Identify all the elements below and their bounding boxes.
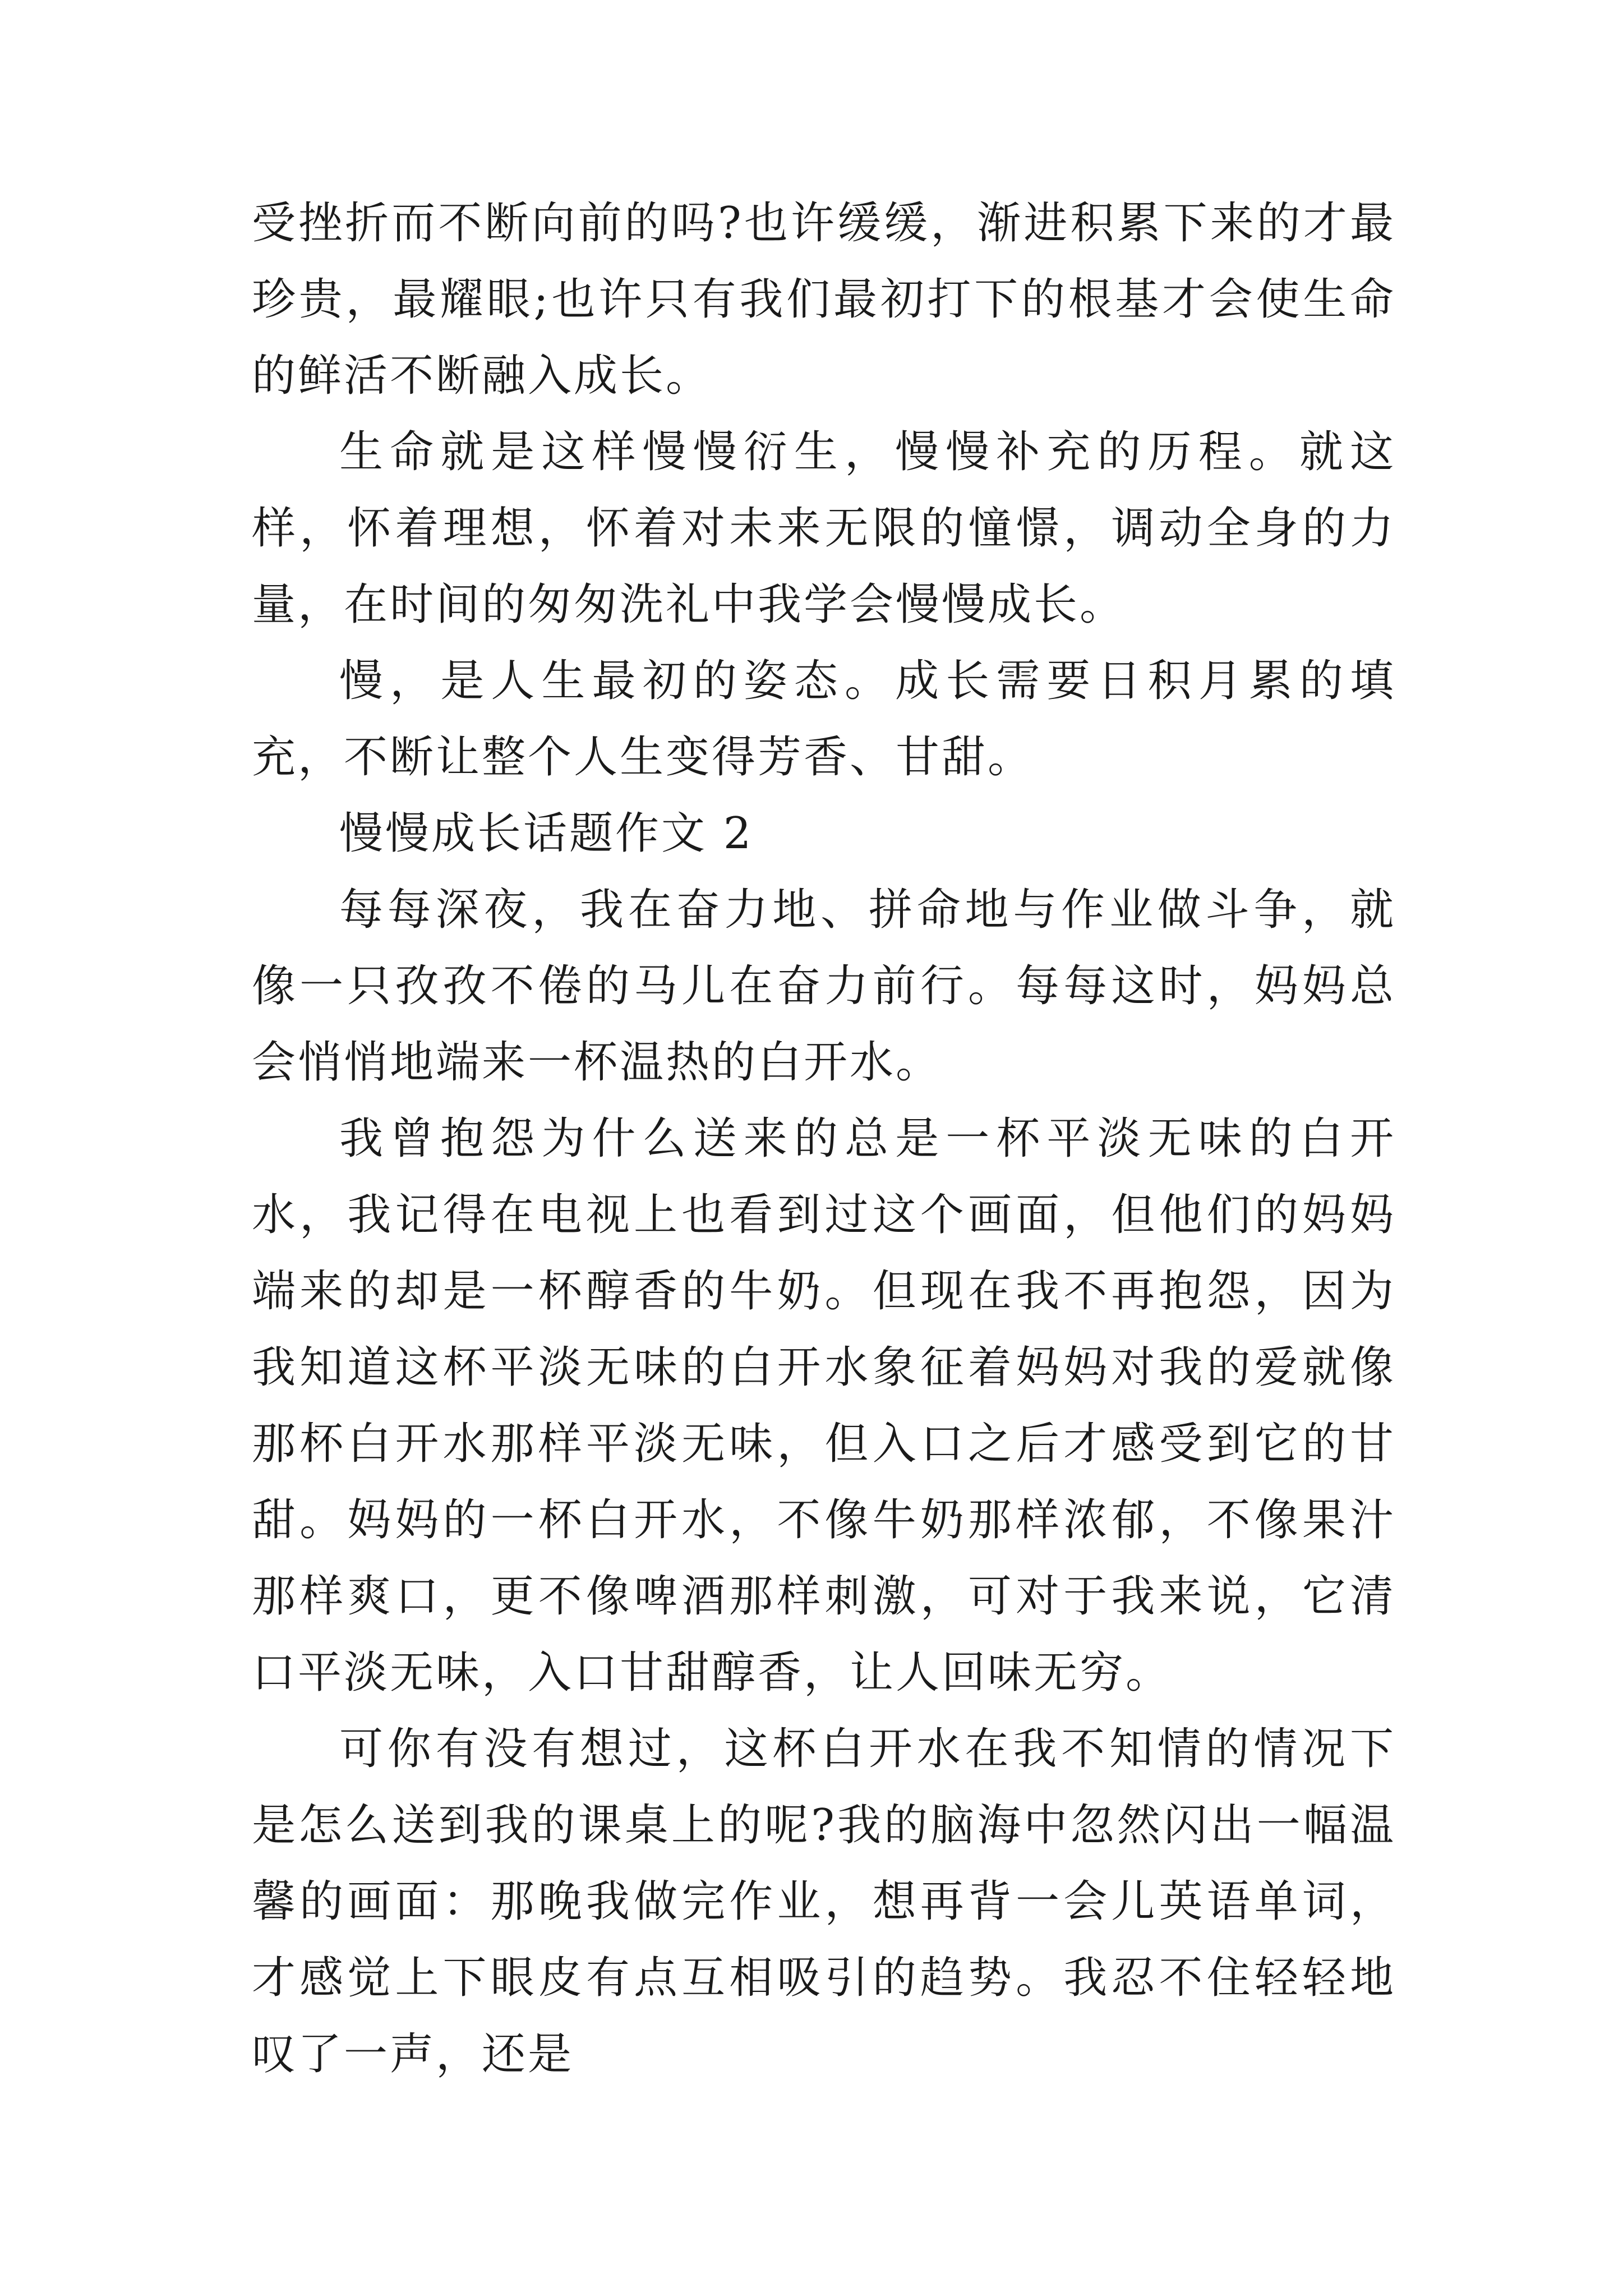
document-body [252,185,1396,2092]
paragraph-memory: 可你有没有想过，这杯白开水在我不知情的情况下是怎么送到我的课桌上的呢?我的脑海中忽然闪出一幅温馨的画面：那晚我做完作业，想再背一会儿英语单词，才感觉上下眼皮有点互相吸引的趋势。我忍不住轻轻地叹了一声，还是 [252,1724,1396,2079]
paragraph-slow-posture: 慢，是人生最初的姿态。成长需要日积月累的填充，不断让整个人生变得芳香、甘甜。 [252,656,1396,783]
paragraph-continuation: 受挫折而不断向前的吗?也许缓缓，渐进积累下来的才最珍贵，最耀眼;也许只有我们最初打下的根基才会使生命的鲜活不断融入成长。 [252,198,1396,401]
paragraph-late-night: 每每深夜，我在奋力地、拼命地与作业做斗争，就像一只孜孜不倦的马儿在奋力前行。每每这时，妈妈总会悄悄地端来一杯温热的白开水。 [252,885,1396,1088]
essay-heading: 慢慢成长话题作文 2 [339,808,754,859]
paragraph-life-growth: 生命就是这样慢慢衍生，慢慢补充的历程。就这样，怀着理想，怀着对未来无限的憧憬，调动全身的力量，在时间的匆匆洗礼中我学会慢慢成长。 [252,427,1396,630]
paragraph-white-water: 我曾抱怨为什么送来的总是一杯平淡无味的白开水，我记得在电视上也看到过这个画面，但他们的妈妈端来的却是一杯醇香的牛奶。但现在我不再抱怨，因为我知道这杯平淡无味的白开水象征着妈妈对我的爱就像那杯白开水那样平淡无味，但入口之后才感受到它的甘甜。妈妈的一杯白开水，不像牛奶那样浓郁，不像果汁那样爽口，更不像啤酒那样刺激，可对于我来说，它清口平淡无味，入口甘甜醇香，让人回味无穷。 [252,1114,1396,1698]
